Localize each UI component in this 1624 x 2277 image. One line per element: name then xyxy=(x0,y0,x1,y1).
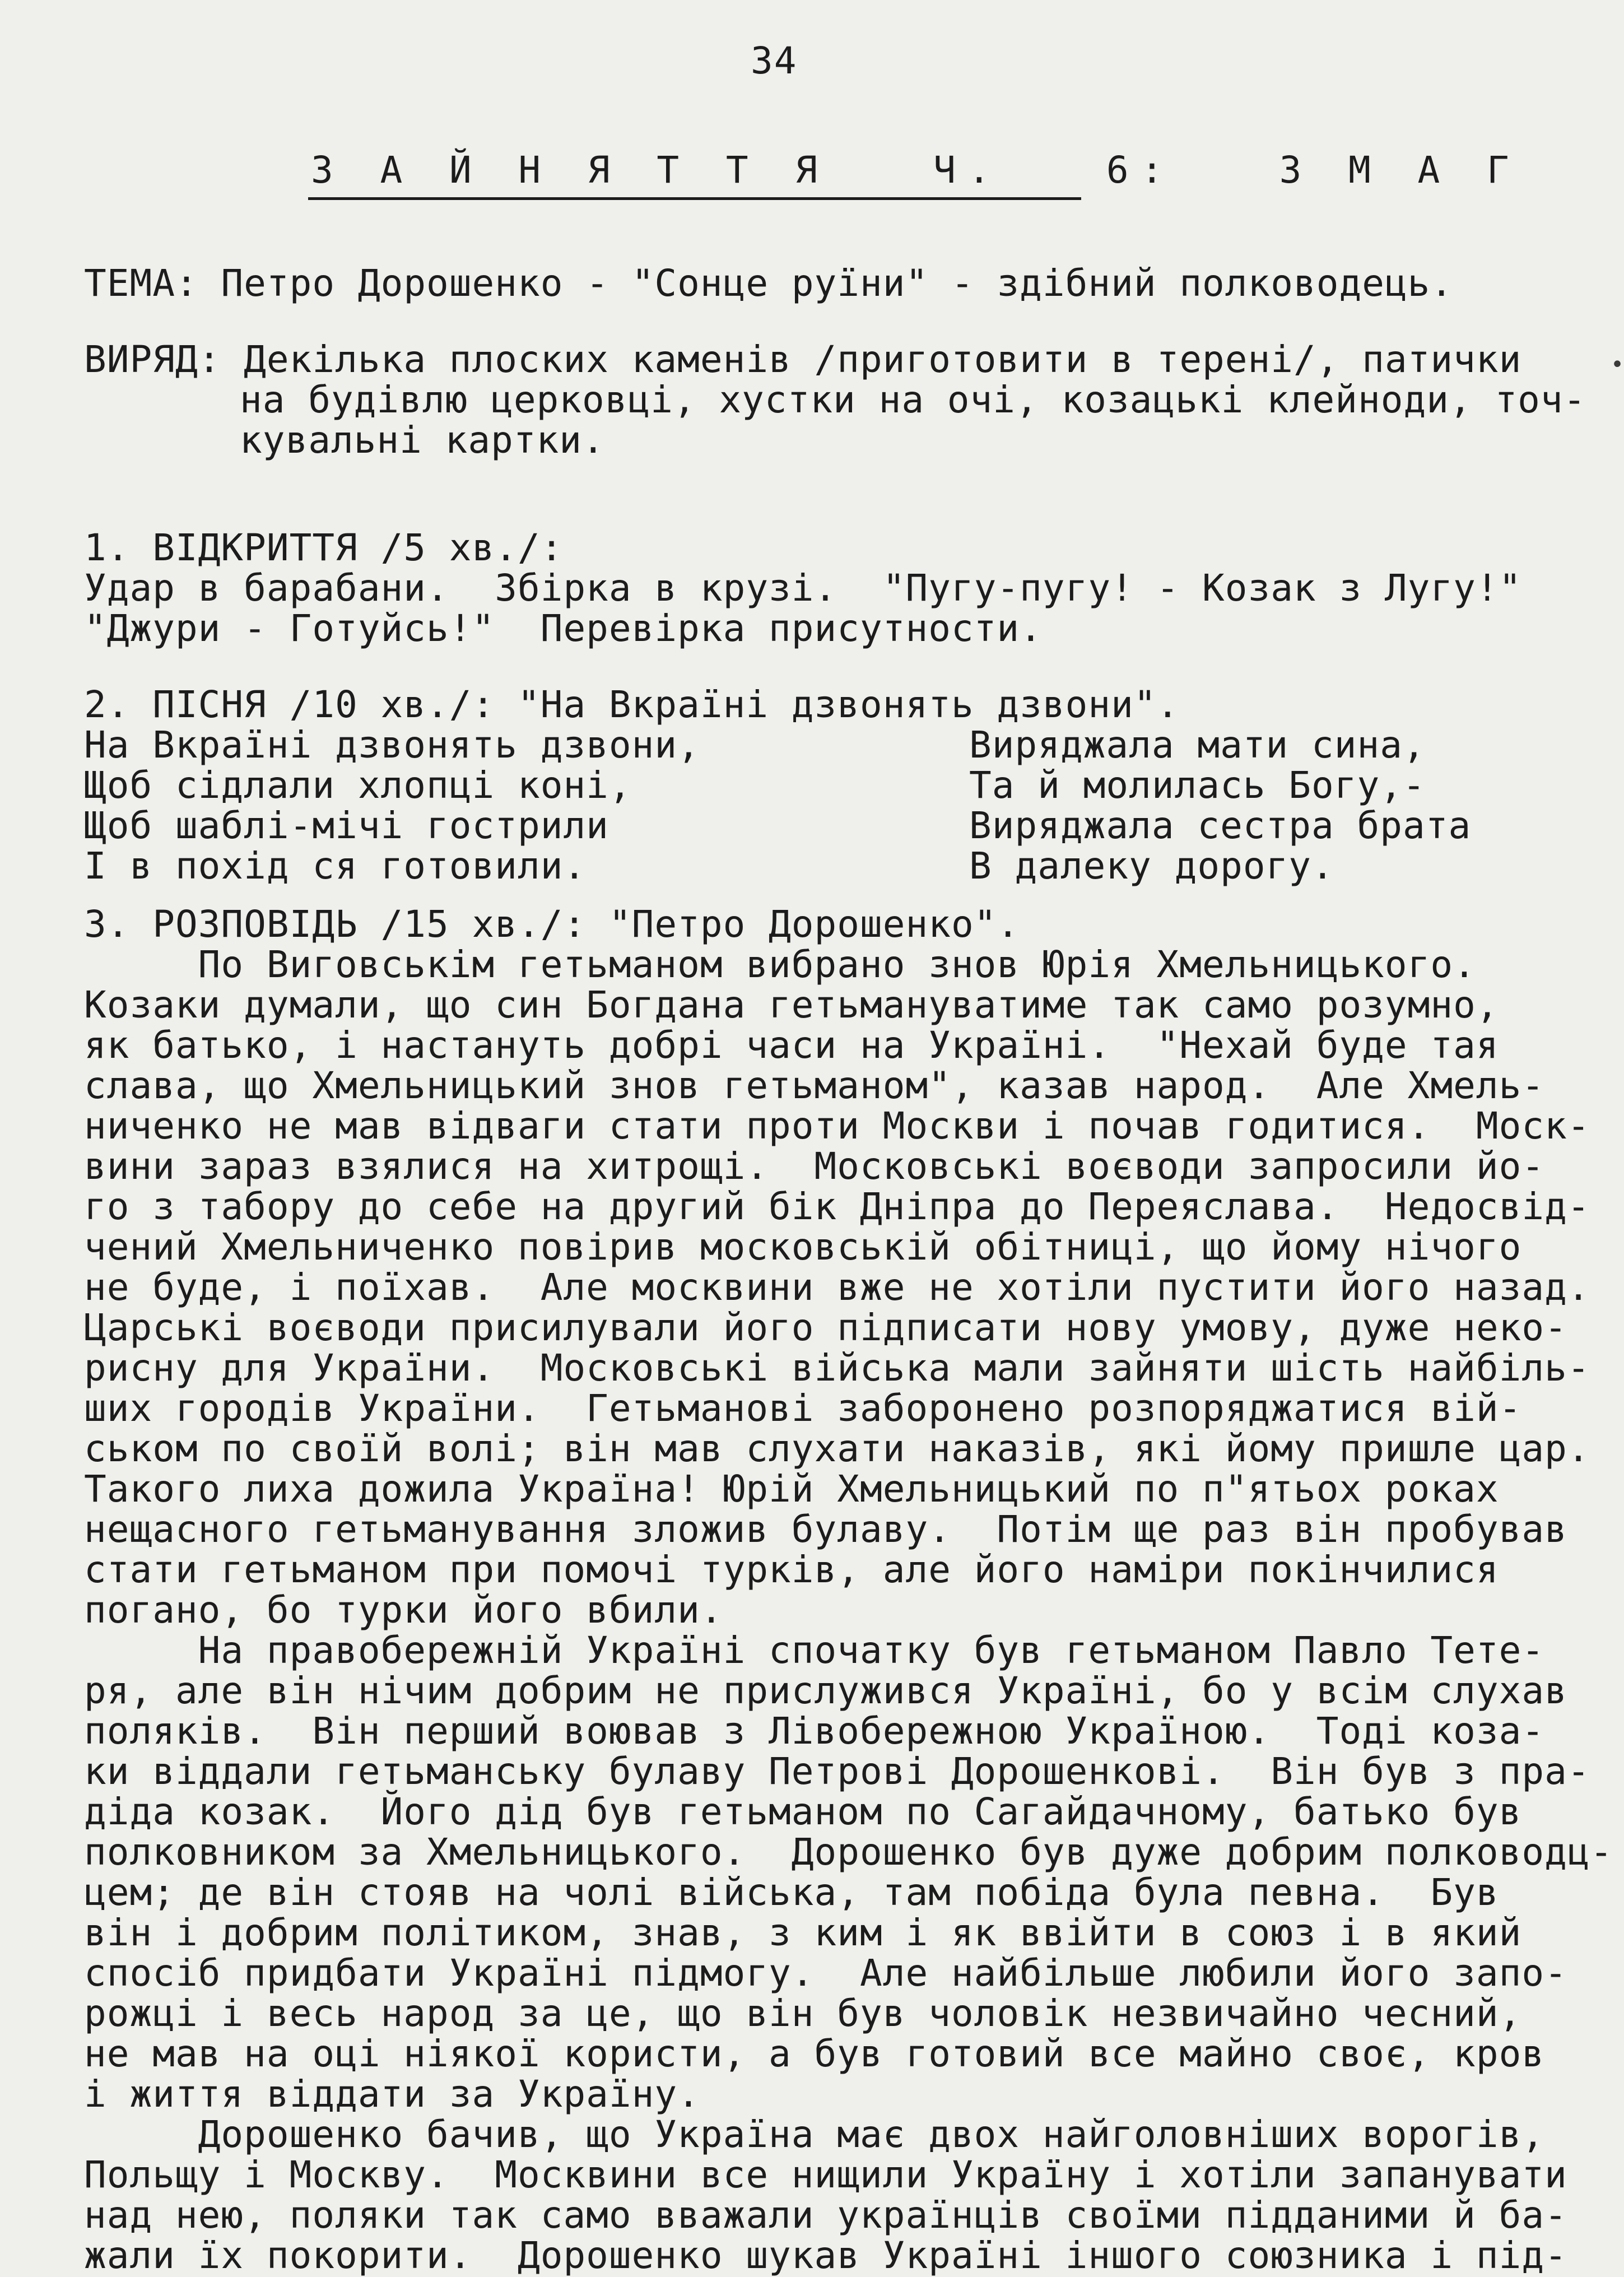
story-line: Козаки думали, що син Богдана гетьмануватиме так само розумно, xyxy=(84,983,1499,1026)
story-line: погано, бо турки його вбили. xyxy=(84,1588,723,1632)
song-left-line: На Вкраїні дзвонять дзвони, xyxy=(84,723,700,766)
section1-line-2: "Джури - Готуйсь!" Перевірка присутности. xyxy=(84,607,1043,650)
margin-dot: • xyxy=(1611,352,1624,378)
tema-label: ТЕМА: xyxy=(84,262,198,305)
story-line: ря, але він нічим добрим не прислужився Україні, бо у всім слухав xyxy=(84,1669,1567,1712)
song-right-line: В далеку дорогу. xyxy=(969,844,1334,887)
story-line: Польщу і Москву. Москвини все нищили Україну і хотіли запанувати xyxy=(84,2153,1567,2196)
story-line: По Виговськім гетьманом вибрано знов Юрія Хмельницького. xyxy=(84,943,1476,986)
section1-line-1: Удар в барабани. Збірка в крузі. "Пугу-пугу! - Козак з Лугу!" xyxy=(84,566,1522,610)
story-line: поляків. Він перший воював з Лівобережною Україною. Тоді коза- xyxy=(84,1709,1545,1753)
story-line: Такого лиха дожила Україна! Юрій Хмельницький по п"ятьох роках xyxy=(84,1467,1499,1511)
story-line: не буде, і поїхав. Але москвини вже не хотіли пустити його назад. xyxy=(84,1266,1590,1309)
title-underline xyxy=(308,197,1081,200)
story-line: вини зараз взялися на хитрощі. Московські воєводи запросили йо- xyxy=(84,1145,1545,1188)
story-line: цем; де він стояв на чолі війська, там побіда була певна. Був xyxy=(84,1871,1499,1914)
vyriad-line-1 xyxy=(84,340,1552,380)
story-line: рожці і весь народ за це, що він був чоловік незвичайно чесний, xyxy=(84,1992,1522,2035)
story-line: чений Хмельниченко повірив московській обітниці, що йому нічого xyxy=(84,1225,1522,1268)
story-line: На правобережній Україні спочатку був гетьманом Павло Тете- xyxy=(84,1629,1545,1672)
story-line: як батько, і настануть добрі часи на Україні. "Нехай буде тая xyxy=(84,1024,1499,1067)
song-verses xyxy=(84,725,1552,886)
story-line: жали їх покорити. Дорошенко шукав Україні іншого союзника і під- xyxy=(84,2234,1567,2277)
story-line: і життя віддати за Україну. xyxy=(84,2072,700,2116)
story-line: над нею, поляки так само вважали українців своїми підданими й ба- xyxy=(84,2194,1567,2237)
song-left-verse xyxy=(84,725,969,886)
section1-heading: 1. ВІДКРИТТЯ /5 хв./: xyxy=(84,526,564,569)
story-line: слава, що Хмельницький знов гетьманом", казав народ. Але Хмель- xyxy=(84,1064,1545,1107)
vyriad-label: ВИРЯД: xyxy=(84,338,221,381)
story-line: стати гетьманом при помочі турків, але його наміри покінчилися xyxy=(84,1548,1499,1591)
story-line: ськом по своїй волі; він мав слухати наказів, які йому пришле цар. xyxy=(84,1427,1590,1470)
document-body xyxy=(84,262,1613,2277)
vyriad-line-2: на будівлю церковці, хустки на очі, козацькі клейноди, точ- xyxy=(240,378,1586,421)
song-right-line: Виряджала мати сина, xyxy=(969,723,1426,766)
story-line: він і добрим політиком, знав, з ким і як ввійти в союз і в який xyxy=(84,1911,1522,1954)
section3-heading: 3. РОЗПОВІДЬ /15 хв./: "Петро Дорошенко". xyxy=(84,903,1020,946)
song-left-line: Щоб сідлали хлопці коні, xyxy=(84,764,632,807)
tema-text: Петро Дорошенко - "Сонце руїни" - здібний полководець. xyxy=(221,262,1454,305)
story-line: рисну для України. Московські війська мали зайняти шість найбіль- xyxy=(84,1346,1590,1390)
story-line: спосіб придбати Україні підмогу. Але найбільше любили його запо- xyxy=(84,1951,1567,1995)
story-line: Дорошенко бачив, що Україна має двох найголовніших ворогів, xyxy=(84,2113,1545,2156)
story-line: полковником за Хмельницького. Дорошенко був дуже добрим полководц- xyxy=(84,1830,1613,1874)
page-title: З А Й Н Я Т Т Я Ч. 6: З М А Г xyxy=(311,148,1521,192)
song-left-line: І в похід ся готовили. xyxy=(84,844,587,887)
story-line: го з табору до себе на другий бік Дніпра до Переяслава. Недосвід- xyxy=(84,1185,1590,1228)
vyriad-text-1: Декілька плоских каменів /приготовити в терені/, патички xyxy=(244,338,1522,381)
section2-heading: 2. ПІСНЯ /10 хв./: "На Вкраїні дзвонять дзвони". xyxy=(84,683,1180,726)
story-line: ших городів України. Гетьманові заборонено розпоряджатися вій- xyxy=(84,1387,1522,1430)
story-line: діда козак. Його дід був гетьманом по Сагайдачному, батько був xyxy=(84,1790,1522,1833)
song-left-line: Щоб шаблі-мічі гострили xyxy=(84,804,609,847)
song-right-verse xyxy=(969,725,1552,886)
page-number: 34 xyxy=(751,39,798,82)
story-line: не мав на оці ніякої користи, а був готовий все майно своє, кров xyxy=(84,2032,1545,2075)
song-right-line: Та й молилась Богу,- xyxy=(969,764,1426,807)
tema-line xyxy=(84,263,1552,304)
story-text xyxy=(84,943,1613,2277)
story-line: ки віддали гетьманську булаву Петрові Дорошенкові. Він був з пра- xyxy=(84,1750,1590,1793)
vyriad-line-3: кувальні картки. xyxy=(240,419,605,462)
song-right-line: Виряджала сестра брата xyxy=(969,804,1472,847)
story-line: ниченко не мав відваги стати проти Москви і почав годитися. Моск- xyxy=(84,1104,1590,1147)
story-line: нещасного гетьманування зложив булаву. Потім ще раз він пробував xyxy=(84,1508,1567,1551)
story-line: Царські воєводи присилували його підписати нову умову, дуже неко- xyxy=(84,1306,1567,1349)
